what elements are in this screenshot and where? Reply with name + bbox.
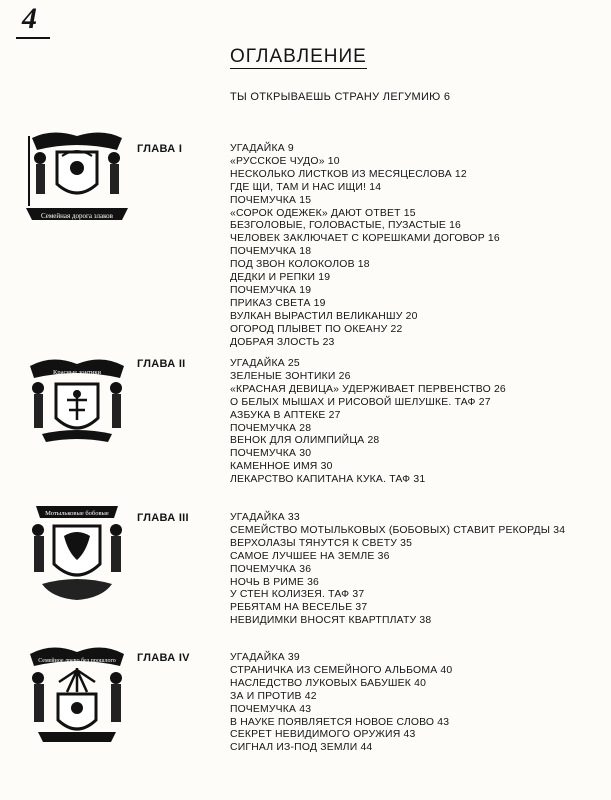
emblem-ribbon-text: Красные зонтики [53,369,101,376]
chapter-2-emblem [22,354,132,454]
emblem-ribbon-text: Семейное древо без прошлого [38,658,116,664]
toc-entry: СТРАНИЧКА ИЗ СЕМЕЙНОГО АЛЬБОМА 40 [230,664,453,676]
coat-of-arms-icon [22,500,132,606]
toc-entry: СЕКРЕТ НЕВИДИМОГО ОРУЖИЯ 43 [230,729,416,741]
toc-entry: УГАДАЙКА 9 [230,143,294,154]
toc-entry: «КРАСНАЯ ДЕВИЦА» УДЕРЖИВАЕТ ПЕРВЕНСТВО 26 [230,383,506,395]
toc-entry: ПОЧЕМУЧКА 30 [230,448,312,460]
page-number: 4 [22,2,37,35]
toc-entry: О БЕЛЫХ МЫШАХ И РИСОВОЙ ШЕЛУШКЕ. ТАФ 27 [230,396,491,408]
toc-entry: ПРИКАЗ СВЕТА 19 [230,297,326,309]
toc-entry: ЗЕЛЕНЫЕ ЗОНТИКИ 26 [230,370,351,382]
coat-of-arms-icon [22,354,132,454]
toc-list [230,652,452,755]
coat-of-arms-icon [22,130,132,228]
emblem-ribbon-text: Семейная дорога злаков [41,212,113,220]
coat-of-arms-icon [22,644,132,750]
toc-entry: ГДЕ ЩИ, ТАМ И НАС ИЩИ! 14 [230,181,382,193]
toc-entry: ПОД ЗВОН КОЛОКОЛОВ 18 [230,259,370,271]
toc-entry: ДОБРАЯ ЗЛОСТЬ 23 [230,336,335,348]
chapter-4-emblem [22,644,132,750]
toc-entry: ПОЧЕМУЧКА 15 [230,194,312,206]
chapter-1-emblem [22,130,132,228]
toc-entry: ЧЕЛОВЕК ЗАКЛЮЧАЕТ С КОРЕШКАМИ ДОГОВОР 16 [230,233,500,245]
toc-entry: САМОЕ ЛУЧШЕЕ НА ЗЕМЛЕ 36 [230,550,390,562]
toc-entry: АЗБУКА В АПТЕКЕ 27 [230,409,341,421]
toc-entry: ПОЧЕМУЧКА 18 [230,246,312,258]
chapter-label: ГЛАВА IV [137,652,190,664]
toc-list [230,512,565,628]
toc-entry: ВУЛКАН ВЫРАСТИЛ ВЕЛИКАНШУ 20 [230,310,418,322]
toc-entry: КАМЕННОЕ ИМЯ 30 [230,461,333,473]
intro-entry: ТЫ ОТКРЫВАЕШЬ СТРАНУ ЛЕГУМИЮ 6 [230,91,451,103]
toc-entry: ВЕРХОЛАЗЫ ТЯНУТСЯ К СВЕТУ 35 [230,537,413,549]
toc-entry: НОЧЬ В РИМЕ 36 [230,576,320,588]
toc-entry: ПОЧЕМУЧКА 36 [230,563,312,575]
page-number-underline [16,37,50,39]
toc-entry: УГАДАЙКА 25 [230,358,300,369]
chapter-label: ГЛАВА III [137,512,189,524]
toc-entry: ПОЧЕМУЧКА 43 [230,703,312,715]
toc-entry: «СОРОК ОДЕЖЕК» ДАЮТ ОТВЕТ 15 [230,207,416,219]
toc-list [230,143,500,350]
chapter-label: ГЛАВА II [137,358,186,370]
toc-entry: «РУССКОЕ ЧУДО» 10 [230,155,340,167]
toc-entry: ОГОРОД ПЛЫВЕТ ПО ОКЕАНУ 22 [230,323,403,335]
chapter-label: ГЛАВА I [137,143,183,155]
toc-entry: БЕЗГОЛОВЫЕ, ГОЛОВАСТЫЕ, ПУЗАСТЫЕ 16 [230,220,462,232]
toc-entry: РЕБЯТАМ НА ВЕСЕЛЬЕ 37 [230,602,368,614]
toc-entry: НАСЛЕДСТВО ЛУКОВЫХ БАБУШЕК 40 [230,677,427,689]
chapter-3-emblem [22,500,132,606]
toc-entry: ЗА И ПРОТИВ 42 [230,690,317,702]
toc-entry: УГАДАЙКА 39 [230,652,300,663]
toc-entry: ПОЧЕМУЧКА 28 [230,422,312,434]
toc-entry: ДЕДКИ И РЕПКИ 19 [230,272,331,284]
toc-entry: СЕМЕЙСТВО МОТЫЛЬКОВЫХ (БОБОВЫХ) СТАВИТ РЕКОРДЫ 34 [230,524,566,536]
toc-entry: УГАДАЙКА 33 [230,512,300,523]
toc-entry: НЕВИДИМКИ ВНОСЯТ КВАРТПЛАТУ 38 [230,615,432,627]
toc-entry: У СТЕН КОЛИЗЕЯ. ТАФ 37 [230,589,365,601]
toc-list [230,358,506,487]
toc-entry: ПОЧЕМУЧКА 19 [230,284,312,296]
toc-entry: НЕСКОЛЬКО ЛИСТКОВ ИЗ МЕСЯЦЕСЛОВА 12 [230,168,467,180]
emblem-ribbon-text: Мотыльковые бобовые [45,510,109,517]
page-title: ОГЛАВЛЕНИЕ [230,46,367,67]
toc-entry: В НАУКЕ ПОЯВЛЯЕТСЯ НОВОЕ СЛОВО 43 [230,716,450,728]
toc-entry: ЛЕКАРСТВО КАПИТАНА КУКА. ТАФ 31 [230,474,426,486]
toc-entry: ВЕНОК ДЛЯ ОЛИМПИЙЦА 28 [230,435,380,447]
toc-entry: СИГНАЛ ИЗ-ПОД ЗЕМЛИ 44 [230,742,373,754]
